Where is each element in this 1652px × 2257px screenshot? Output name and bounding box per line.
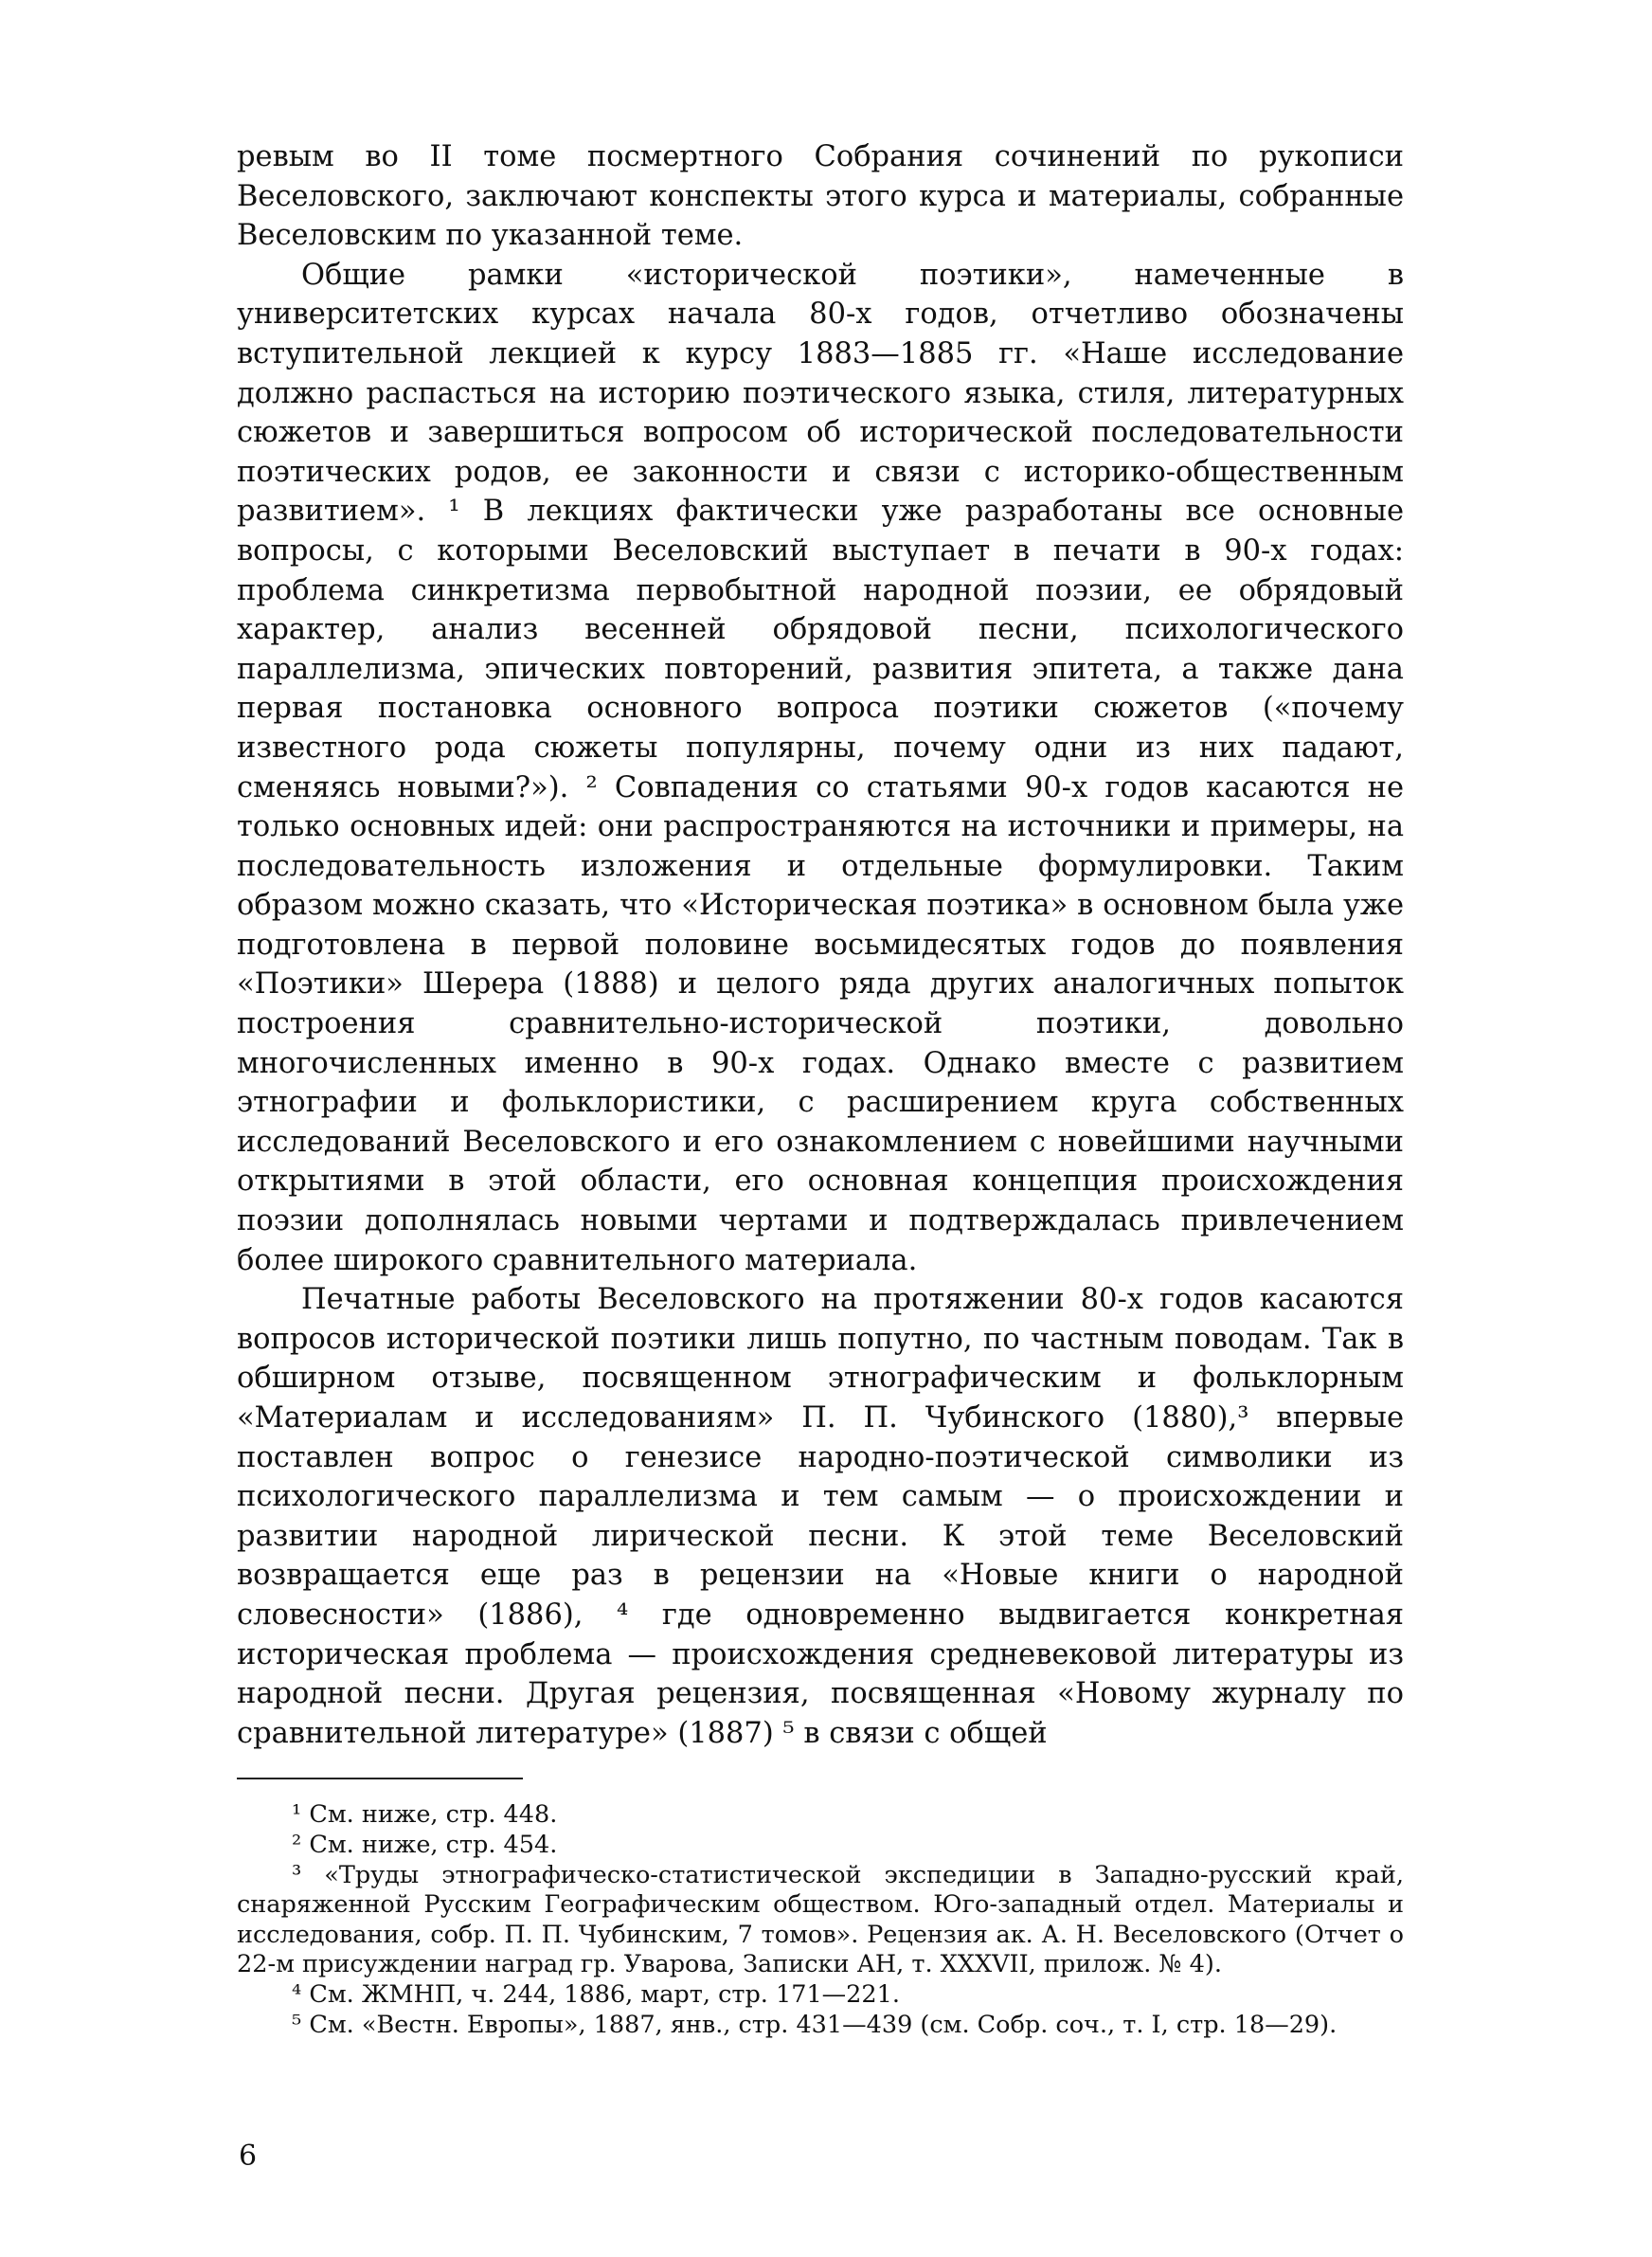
footnote-separator xyxy=(237,1778,523,1779)
footnotes xyxy=(237,1800,1404,2040)
footnote-2: ² См. ниже, стр. 454. xyxy=(292,1830,558,1859)
footnote-5: ⁵ См. «Вестн. Европы», 1887, янв., стр. 431—439 (см. Собр. соч., т. I, стр. 18—29). xyxy=(292,2010,1338,2039)
paragraph-continuation: ревым во II томе посмертного Собрания сочинений по рукописи Веселовского, заключают конспекты этого курса и материалы, собранные Веселовским по указанной теме. xyxy=(237,140,1404,253)
book-page xyxy=(237,137,1404,2040)
page-number: 6 xyxy=(239,2140,258,2173)
main-text xyxy=(237,137,1404,1753)
footnote-4: ⁴ См. ЖМНП, ч. 244, 1886, март, стр. 171—221. xyxy=(292,1979,900,2009)
paragraph-printed-works: Печатные работы Веселовского на протяжении 80-х годов касаются вопросов исторической поэтики лишь попутно, по частным поводам. Так в обширном отзыве, посвященном этнографическим и фольклорным «Материалам и исследованиям» П. П. Чубинского (1880),³ впервые поставлен вопрос о генезисе народно-поэтической символики из психологического параллелизма и тем самым — о происхождении и развитии народной лирической песни. К этой теме Веселовский возвращается еще раз в рецензии на «Новые книги о народной словесности» (1886), ⁴ где одновременно выдвигается конкретная историческая проблема — происхождения средневековой литературы из народной песни. Другая рецензия, посвященная «Новому журналу по сравнительной литературе» (1887) ⁵ в связи с общей xyxy=(237,1283,1404,1750)
footnote-3: ³ «Труды этнографическо-статистической экспедиции в Западно-русский край, снаряженной Русским Географическим обществом. Юго-западный отдел. Материалы и исследования, собр. П. П. Чубинским, 7 томов». Рецензия ак. А. Н. Веселовского (Отчет о 22-м присуждении наград гр. Уварова, Записки АН, т. XXXVII, прилож. № 4). xyxy=(237,1860,1404,1979)
footnote-1: ¹ См. ниже, стр. 448. xyxy=(292,1800,558,1830)
paragraph-historical-poetics-framework: Общие рамки «исторической поэтики», намеченные в университетских курсах начала 80-х годов, отчетливо обозначены вступительной лекцией к курсу 1883—1885 гг. «Наше исследование должно распасться на историю поэтического языка, стиля, литературных сюжетов и завершиться вопросом об исторической последовательности поэтических родов, ее законности и связи с историко-общественным развитием». ¹ В лекциях фактически уже разработаны все основные вопросы, с которыми Веселовский выступает в печати в 90-х годах: проблема синкретизма первобытной народной поэзии, ее обрядовый характер, анализ весенней обрядовой песни, психологического параллелизма, эпических повторений, развития эпитета, а также дана первая постановка основного вопроса поэтики сюжетов («почему известного рода сюжеты популярны, почему одни из них падают, сменяясь новыми?»). ² Совпадения со статьями 90-х годов касаются не только основных идей: они распространяются на источники и примеры, на последовательность изложения и отдельные формулировки. Таким образом можно сказать, что «Историческая поэтика» в основном была уже подготовлена в первой половине восьмидесятых годов до появления «Поэтики» Шерера (1888) и целого ряда других аналогичных попыток построения сравнительно-исторической поэтики, довольно многочисленных именно в 90-х годах. Однако вместе с развитием этнографии и фольклористики, с расширением круга собственных исследований Веселовского и его ознакомлением с новейшими научными открытиями в этой области, его основная концепция происхождения поэзии дополнялась новыми чертами и подтверждалась привлечением более широкого сравнительного материала. xyxy=(237,258,1404,1277)
